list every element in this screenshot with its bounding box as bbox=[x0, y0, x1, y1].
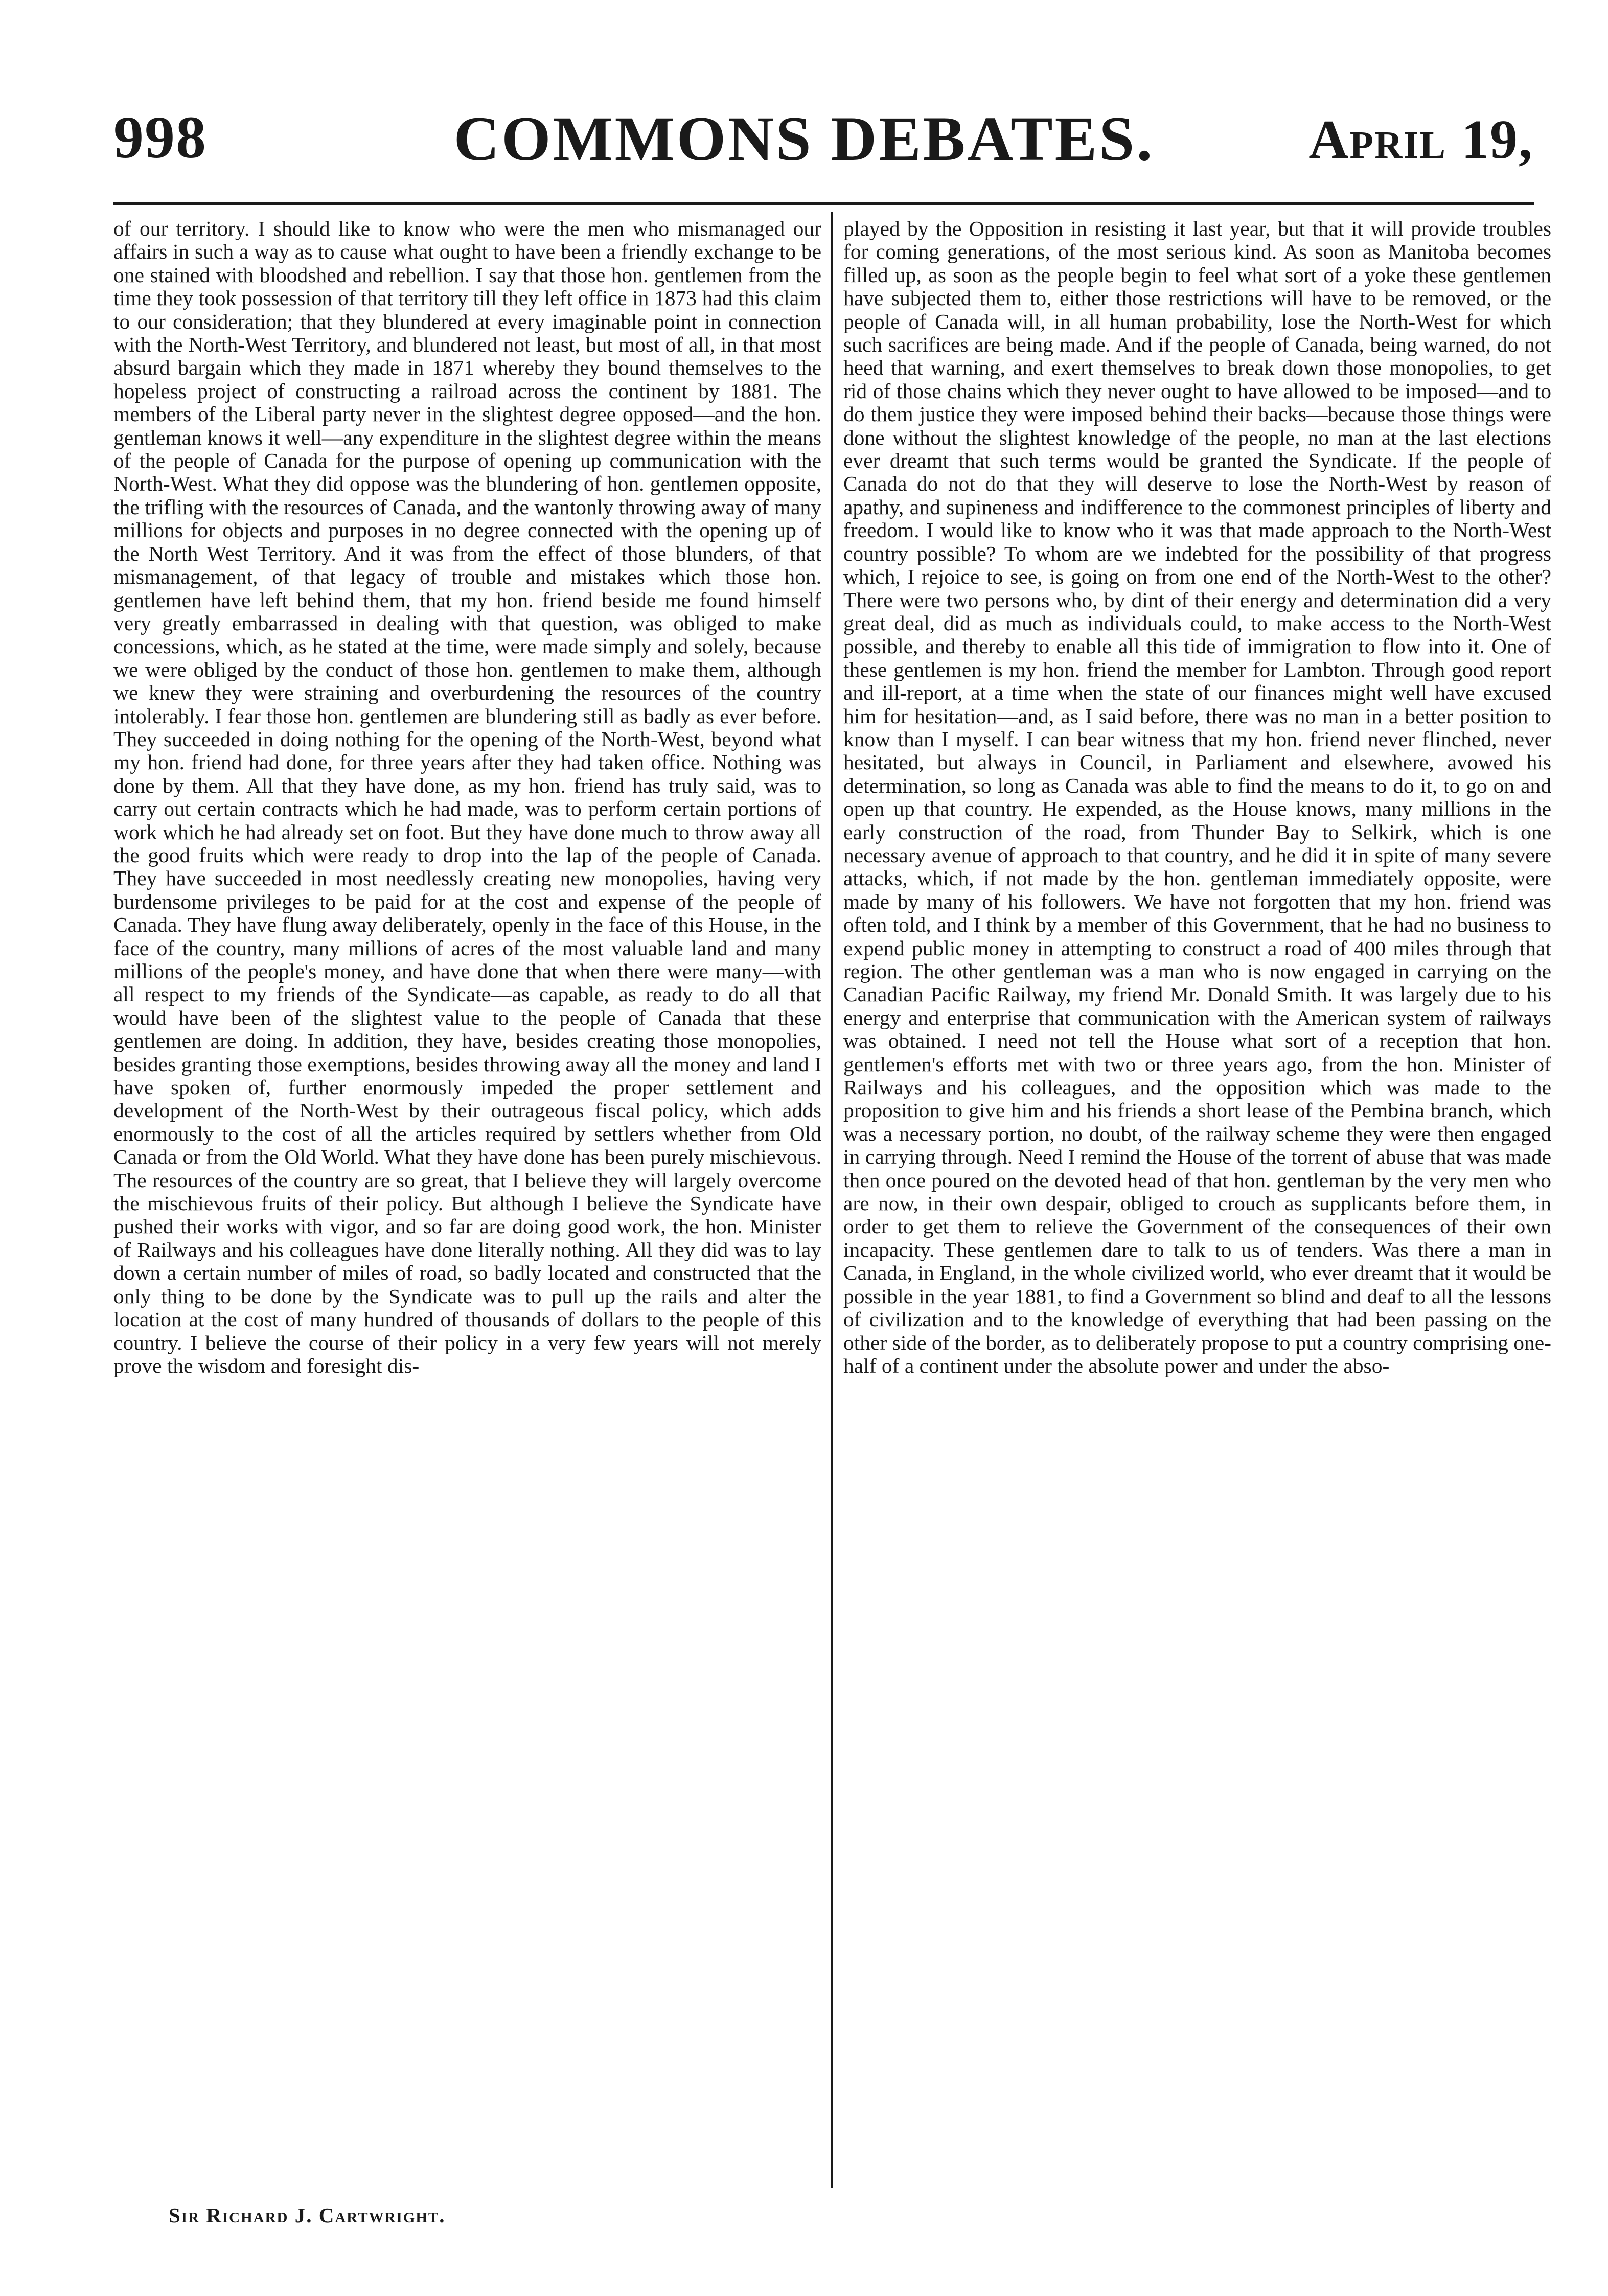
right-column-text: played by the Opposition in resisting it last year, but that it will provide troubles for coming generations, of the most serious kind. As soon as Manitoba becomes filled up, as soon as the people begin to feel what sort of a yoke these gentlemen have subjected them to, either those restrictions will have to be removed, or the people of Canada will, in all human probability, lose the North-West for which such sacrifices are being made. And if the people of Canada, being warned, do not heed that warning, and exert themselves to break down those monopolies, to get rid of those chains which they never ought to have allowed to be imposed—and to do them justice they were imposed behind their backs—because those things were done without the slightest knowledge of the people, no man at the last elections ever dreamt that such terms would be granted the Syndicate. If the people of Canada do not do that they will deserve to lose the North-West by reason of apathy, and supineness and indifference to the commonest principles of liberty and freedom. I would like to know who it was that made approach to the North-West country possible? To whom are we indebted for the possibility of that progress which, I rejoice to see, is going on from one end of the North-West to the other? There were two persons who, by dint of their energy and determination did a very great deal, did as much as individuals could, to make access to the North-West possible, and thereby to enable all this tide of immigration to flow into it. One of these gentlemen is my hon. friend the member for Lambton. Through good report and ill-report, at a time when the state of our finances might well have excused him for hesitation—and, as I said before, there was no man in a better position to know than I myself. I can bear witness that my hon. friend never flinched, never hesitated, but always in Council, in Parliament and elsewhere, avowed his determination, so long as Canada was able to find the means to do it, to go on and open up that country. He expended, as the House knows, many millions in the early construction of the road, from Thunder Bay to Selkirk, which is one necessary avenue of approach to that country, and he did it in spite of many severe attacks, which, if not made by the hon. gentleman immediately opposite, were made by many of his followers. We have not forgotten that my hon. friend was often told, and I think by a member of this Government, that he had no business to expend public money in attempting to construct a road of 400 miles through that region. The other gentleman was a man who is now engaged in carrying on the Canadian Pacific Railway, my friend Mr. Donald Smith. It was largely due to his energy and enterprise that communication with the American system of railways was obtained. I need not tell the House what sort of a reception that hon. gentlemen's efforts met with two or three years ago, from the hon. Minister of Railways and his colleagues, and the opposition which was made to the proposition to give him and his friends a short lease of the Pembina branch, which was a necessary portion, no doubt, of the railway scheme they were then engaged in carrying through. Need I remind the House of the torrent of abuse that was made then once poured on the devoted head of that hon. gentleman by the very men who are now, in their own despair, obliged to crouch as supplicants before them, in order to get them to relieve the Government of the consequences of their own incapacity. These gentlemen dare to talk to us of tenders. Was there a man in Canada, in England, in the whole civilized world, who ever dreamt that it would be possible in the year 1881, to find a Government so blind and deaf to all the lessons of civilization and to the knowledge of everything that had been passing on the other side of the border, as to deliberately propose to put a country comprising one-half of a continent under the absolute power and under the abso- bbox=[843, 217, 1551, 1377]
speaker-name: Sir Richard J. Cartwright. bbox=[169, 2203, 446, 2227]
header-rule bbox=[113, 202, 1534, 205]
column-divider bbox=[831, 212, 833, 2188]
page-header bbox=[0, 104, 1608, 194]
page-number: 998 bbox=[113, 104, 207, 171]
page-date: April 19, bbox=[1308, 109, 1533, 170]
left-column-text: of our territory. I should like to know who were the men who mismanaged our affairs in such a way as to cause what ought to have been a friendly exchange to be one stained with bloodshed and rebellion. I say that those hon. gentlemen from the time they took possession of that territory till they left office in 1873 had this claim to our consideration; that they blundered at every imaginable point in connection with the North-West Territory, and blundered not least, but most of all, in that most absurd bargain which they made in 1871 whereby they bound themselves to the hopeless project of constructing a railroad across the continent by 1881. The members of the Liberal party never in the slightest degree opposed—and the hon. gentleman knows it well—any expenditure in the slightest degree within the means of the people of Canada for the purpose of opening up communication with the North-West. What they did oppose was the blundering of hon. gentlemen opposite, the trifling with the resources of Canada, and the wantonly throwing away of many millions for objects and purposes in no degree connected with the opening up of the North West Territory. And it was from the effect of those blunders, of that mismanagement, of that legacy of trouble and mistakes which those hon. gentlemen have left behind them, that my hon. friend beside me found himself very greatly embarrassed in dealing with that question, was obliged to make concessions, which, as he stated at the time, were made simply and solely, because we were obliged by the conduct of those hon. gentlemen to make them, although we knew they were straining and overburdening the resources of the country intolerably. I fear those hon. gentlemen are blundering still as badly as ever before. They succeeded in doing nothing for the opening of the North-West, beyond what my hon. friend had done, for three years after they had taken office. Nothing was done by them. All that they have done, as my hon. friend has truly said, was to carry out certain contracts which he had made, was to perform certain portions of work which he had already set on foot. But they have done much to throw away all the good fruits which were ready to drop into the lap of the people of Canada. They have succeeded in most needlessly creating new monopolies, having very burdensome privileges to be paid for at the cost and expense of the people of Canada. They have flung away deliberately, openly in the face of this House, in the face of the country, many millions of acres of the most valuable land and many millions of the people's money, and have done that when there were many—with all respect to my friends of the Syndicate—as capable, as ready to do all that would have been of the slightest value to the people of Canada that these gentlemen are doing. In addition, they have, besides creating those monopolies, besides granting those exemptions, besides throwing away all the money and land I have spoken of, further enormously impeded the proper settlement and development of the North-West by their outrageous fiscal policy, which adds enormously to the cost of all the articles required by settlers whether from Old Canada or from the Old World. What they have done has been purely mischievous. The resources of the country are so great, that I believe they will largely overcome the mischievous fruits of their policy. But although I believe the Syndicate have pushed their works with vigor, and so far are doing good work, the hon. Minister of Railways and his colleagues have done literally nothing. All they did was to lay down a certain number of miles of road, so badly located and constructed that the only thing to be done by the Syndicate was to pull up the rails and alter the location at the cost of many hundred of thousands of dollars to the people of this country. I believe the course of their policy in a very few years will not merely prove the wisdom and foresight dis- bbox=[113, 217, 821, 1377]
publication-title: COMMONS DEBATES. bbox=[453, 104, 1155, 174]
